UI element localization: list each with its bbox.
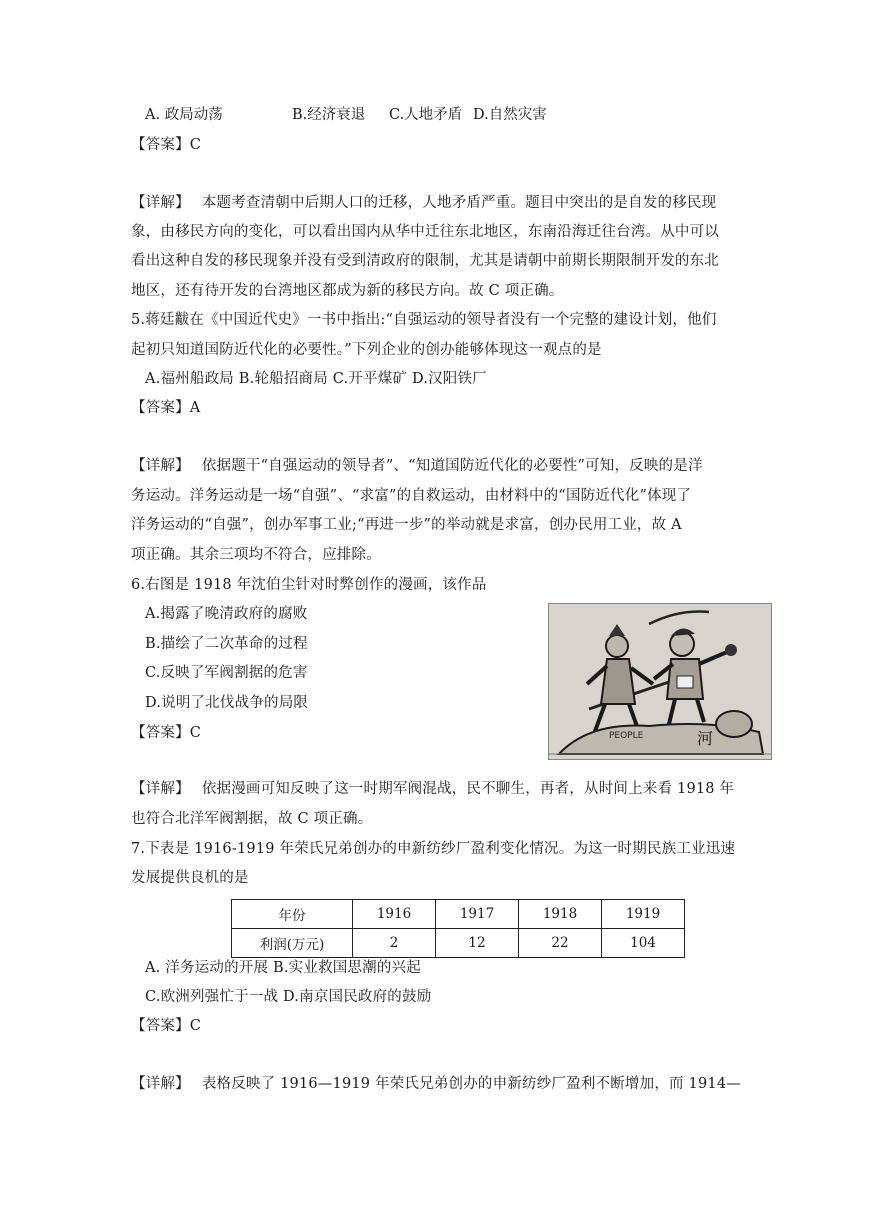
q7-detail-line-1 <box>131 1074 741 1094</box>
q5-detail-line-3: 洋务运动的“自强”，创办军事工业;“再进一步”的举动就是求富，创办民用工业，故 A <box>131 517 682 533</box>
table-header-profit: 利润(万元) <box>232 929 353 958</box>
q4-answer: 【答案】C <box>131 137 202 153</box>
q4-detail-line-3: 看出这种自发的移民现象并没有受到清政府的限制，尤其是请朝中前期长期限制开发的东北 <box>131 253 719 269</box>
q6-detail-text-1: 依据漫画可知反映了这一时期军阀混战，民不聊生，再者，从时间上来看 1918 年 <box>201 781 735 797</box>
q6-detail-label: 【详解】 <box>131 781 190 797</box>
q5-detail-line-4: 项正确。其余三项均不符合，应排除。 <box>131 547 381 563</box>
q6-detail-line-1 <box>131 779 734 799</box>
q7-answer: 【答案】C <box>131 1018 202 1034</box>
q4-option-c: C.人地矛盾 <box>389 107 463 123</box>
q4-detail-line-4: 地区，还有待开发的台湾地区都成为新的移民方向。故 C 项正确。 <box>131 283 564 299</box>
table-header-year: 年份 <box>232 900 353 929</box>
table-cell-profit: 104 <box>602 929 685 958</box>
table-cell-profit: 2 <box>353 929 436 958</box>
q4-detail-line-2: 象，由移民方向的变化，可以看出国内从华中迁往东北地区，东南沿海迁往台湾。从中可以 <box>131 224 719 240</box>
q5-detail-text-1: 依据题干“自强运动的领导者”、“知道国防近代化的必要性”可知，反映的是洋 <box>201 458 703 474</box>
q7-options-line-1: A. 洋务运动的开展 B.实业救国思潮的兴起 <box>145 960 421 976</box>
q5-detail-label: 【详解】 <box>131 458 190 474</box>
q6-option-c: C.反映了军阀割据的危害 <box>145 665 308 681</box>
q4-detail-label: 【详解】 <box>131 195 190 211</box>
q4-detail-text-1: 本题考查清朝中后期人口的迁移，人地矛盾严重。题目中突出的是自发的移民现 <box>201 195 717 211</box>
q4-detail-line-1 <box>131 193 716 213</box>
q6-option-a: A.揭露了晚清政府的腐败 <box>145 606 308 622</box>
table-cell-year: 1916 <box>353 900 436 929</box>
q4-option-d: D.自然灾害 <box>473 107 547 123</box>
cartoon-label-people: PEOPLE <box>609 731 644 741</box>
table-cell-profit: 12 <box>436 929 519 958</box>
q5-detail-line-1 <box>131 456 703 476</box>
cartoon-image <box>548 603 772 760</box>
q4-option-a: A. 政局动荡 <box>145 107 223 123</box>
table-cell-year: 1919 <box>602 900 685 929</box>
table-cell-profit: 22 <box>519 929 602 958</box>
profit-table <box>231 899 685 958</box>
q4-option-b: B.经济衰退 <box>292 107 366 123</box>
cartoon-drawing <box>549 604 771 759</box>
q6-detail-line-2: 也符合北洋军阀割据，故 C 项正确。 <box>131 811 373 827</box>
q7-options-line-2: C.欧洲列强忙于一战 D.南京国民政府的鼓励 <box>145 989 432 1005</box>
q6-stem: 6.右图是 1918 年沈伯尘针对时弊创作的漫画，该作品 <box>131 577 487 593</box>
q5-detail-line-2: 务运动。洋务运动是一场“自强”、“求富”的自救运动，由材料中的“国防近代化”体现了 <box>131 488 692 504</box>
table-row-years <box>232 900 685 929</box>
table-cell-year: 1917 <box>436 900 519 929</box>
q5-options: A.福州船政局 B.轮船招商局 C.开平煤矿 D.汉阳铁厂 <box>145 371 487 387</box>
q6-option-b: B.描绘了二次革命的过程 <box>145 636 308 652</box>
cartoon-label-char: 河 <box>697 729 714 748</box>
q7-stem-line-1: 7.下表是 1916-1919 年荣氏兄弟创办的申新纺纱厂盈利变化情况。为这一时期民族工业迅速 <box>131 841 736 857</box>
table-row-profit <box>232 929 685 958</box>
q6-option-d: D.说明了北伐战争的局限 <box>145 695 309 711</box>
q7-stem-line-2: 发展提供良机的是 <box>131 870 249 886</box>
q7-detail-text-1: 表格反映了 1916—1919 年荣氏兄弟创办的申新纺纱厂盈利不断增加，而 1914— <box>201 1076 741 1092</box>
q5-answer: 【答案】A <box>131 400 201 416</box>
q5-stem-line-2: 起初只知道国防近代化的必要性。”下列企业的创办能够体现这一观点的是 <box>131 342 602 358</box>
q6-answer: 【答案】C <box>131 725 202 741</box>
q7-detail-label: 【详解】 <box>131 1076 190 1092</box>
q5-stem-line-1: 5.蒋廷黻在《中国近代史》一书中指出:“自强运动的领导者没有一个完整的建设计划，他们 <box>131 312 717 328</box>
table-cell-year: 1918 <box>519 900 602 929</box>
